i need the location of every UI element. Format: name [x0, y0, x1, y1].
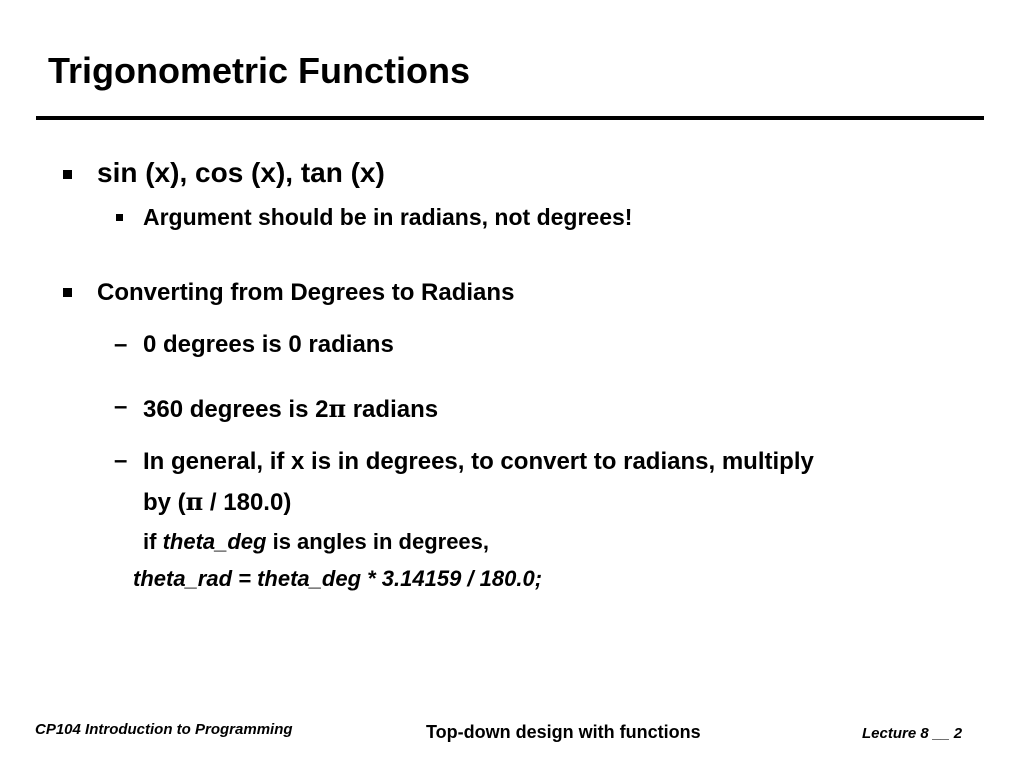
bullet-converting: Converting from Degrees to Radians — [97, 279, 515, 306]
dash-item-general-rule: In general, if x is in degrees, to convert to radians, multiply — [143, 448, 814, 475]
bullet-trig-functions: sin (x), cos (x), tan (x) — [97, 157, 385, 188]
footer-lecture-page: Lecture 8 __ 2 — [862, 725, 963, 742]
footer-course: CP104 Introduction to Programming — [35, 721, 293, 738]
slide-title: Trigonometric Functions — [48, 50, 471, 91]
square-bullet-icon — [63, 288, 72, 297]
dash-bullet-icon: – — [114, 393, 128, 420]
dash-bullet-icon: – — [114, 331, 128, 358]
dash-bullet-icon: – — [114, 447, 128, 474]
dash-item-zero-degrees: 0 degrees is 0 radians — [143, 331, 394, 358]
subbullet-radians-note: Argument should be in radians, not degrees! — [143, 204, 633, 230]
code-formula: theta_rad = theta_deg * 3.14159 / 180.0; — [133, 566, 543, 591]
title-divider — [36, 116, 984, 120]
square-bullet-icon — [116, 214, 123, 221]
dash-item-general-rule-cont: by (π / 180.0) — [143, 487, 292, 516]
footer-topic: Top-down design with functions — [426, 722, 701, 742]
if-theta-deg-note: if theta_deg is angles in degrees, — [143, 529, 490, 554]
dash-item-360-degrees: 360 degrees is 2π radians — [143, 394, 439, 423]
square-bullet-icon — [63, 170, 72, 179]
